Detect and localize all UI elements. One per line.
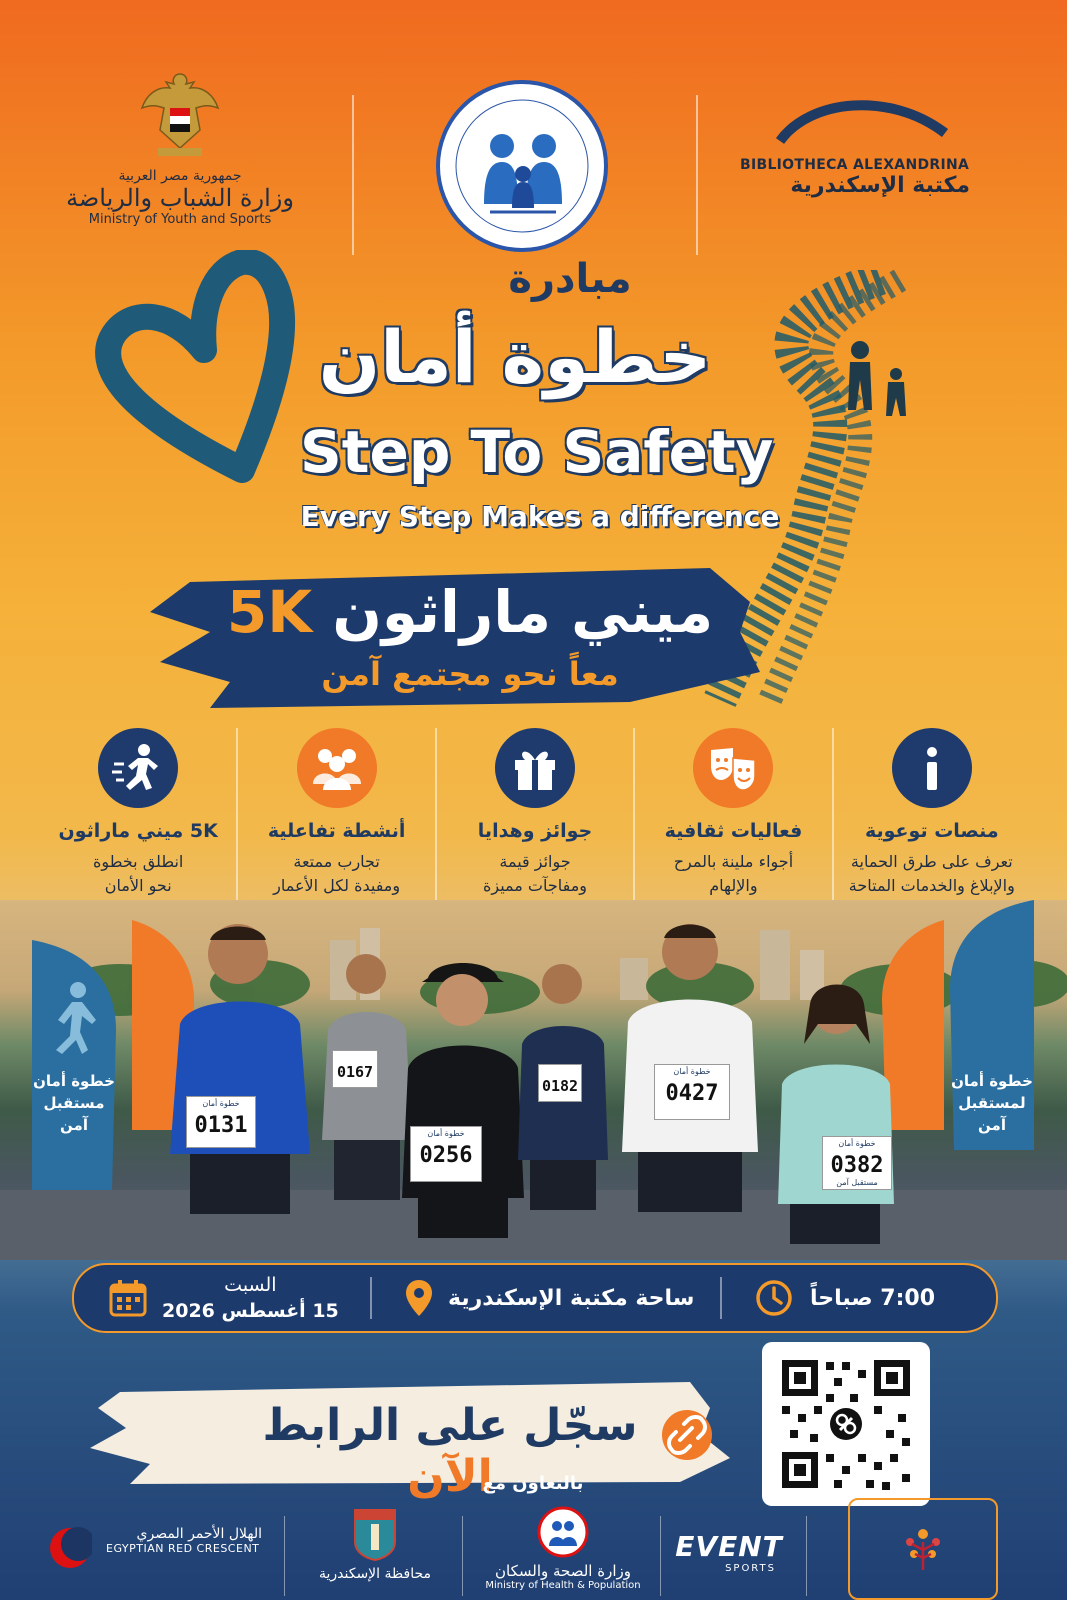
feature-title: جوائز وهدايا (477, 820, 593, 842)
race-bib (822, 1136, 892, 1190)
event-distance: 5K (226, 578, 313, 646)
tagline: Every Step Makes a difference (300, 500, 780, 533)
bib-label: خطوة أمان (202, 1099, 240, 1108)
bib-number: 0182 (541, 1077, 579, 1095)
victims-fund-seal (436, 80, 608, 252)
location-pin-icon (404, 1278, 434, 1318)
ministry-ar-country: جمهورية مصر العربية (118, 168, 242, 184)
bib-label: خطوة أمان (673, 1067, 711, 1076)
bib-number: 0256 (419, 1143, 473, 1168)
event-sports-sub: SPORTS (725, 1563, 776, 1574)
gift-icon (507, 740, 563, 796)
red-crescent-icon (48, 1526, 92, 1570)
health-ministry-logo (478, 1506, 648, 1591)
flag-text: خطوة أمان (33, 1072, 115, 1090)
alex-gov-name: محافظة الإسكندرية (318, 1566, 431, 1582)
feature-desc: انطلق بخطوة (93, 852, 184, 871)
feature-culture (633, 728, 831, 908)
partners-row (0, 1498, 1067, 1598)
library-en-name: BIBLIOTHECA ALEXANDRINA (740, 157, 970, 173)
feature-title: 5K ميني ماراثون (58, 820, 218, 842)
feature-desc: تعرف على طرق الحماية (850, 852, 1013, 871)
ministry-logo (60, 68, 300, 227)
theater-masks-icon (705, 740, 761, 796)
feature-awareness (832, 728, 1030, 908)
info-date (108, 1265, 339, 1331)
family-icon (440, 84, 604, 248)
race-bib (538, 1064, 582, 1102)
ministry-ar-name: وزارة الشباب والرياضة (66, 184, 294, 212)
alex-governorate-logo (300, 1506, 450, 1582)
info-icon (904, 740, 960, 796)
info-date-text: 15 أغسطس 2026 (162, 1300, 339, 1322)
info-day: السبت (224, 1274, 277, 1296)
register-text: سجّل على الرابط (262, 1400, 638, 1451)
bib-number: 0167 (336, 1063, 374, 1081)
ministry-en-name: Ministry of Youth and Sports (88, 212, 272, 227)
race-bib (654, 1064, 730, 1120)
race-bib (332, 1050, 378, 1088)
feature-desc: ومفاجآت مميزة (482, 876, 588, 895)
clock-icon (754, 1278, 794, 1318)
feature-desc: تجارب ممتعة (293, 852, 380, 871)
bib-label: خطوة أمان (427, 1129, 465, 1138)
race-bib (186, 1096, 256, 1148)
bib-number: 0427 (665, 1081, 719, 1106)
feature-marathon (40, 728, 236, 908)
info-location (404, 1265, 694, 1331)
link-icon[interactable] (660, 1408, 714, 1462)
event-title-ar: ميني ماراثون (332, 578, 714, 646)
heart-icon (92, 250, 312, 490)
feature-activities (236, 728, 434, 908)
bib-sub: مستقبل آمن (836, 1178, 878, 1187)
eagle-emblem-icon (136, 68, 224, 160)
library-logo (740, 95, 980, 198)
left-banner-flag (26, 940, 122, 1190)
feature-title: أنشطة تفاعلية (267, 820, 406, 842)
flag-text: لمستقبل آمن (958, 1094, 1026, 1134)
event-sports-logo (664, 1530, 794, 1574)
feature-desc: والإلهام (709, 876, 758, 895)
runners-photo (0, 900, 1067, 1260)
flag-text: خطوة أمان (951, 1072, 1033, 1090)
feature-desc: أجواء ملينة بالمرح (673, 852, 794, 871)
library-arc-icon (740, 95, 960, 145)
bib-label: خطوة أمان (838, 1139, 876, 1148)
initiative-name-en: Step To Safety (300, 418, 774, 486)
health-ministry-icon (537, 1506, 589, 1558)
red-crescent-logo (48, 1526, 268, 1555)
feature-desc: جوائز قيمة (499, 852, 571, 871)
register-now: الآن (407, 1451, 493, 1502)
event-subtitle: معاً نحو مجتمع آمن (321, 655, 619, 693)
feature-prizes (435, 728, 633, 908)
feature-title: فعاليات ثقافية (664, 820, 803, 842)
runner-figure (760, 974, 910, 1254)
crescent-ar: الهلال الأحمر المصري (136, 1526, 262, 1542)
bib-number: 0382 (830, 1153, 884, 1178)
library-ar-name: مكتبة الإسكندرية (790, 173, 970, 198)
event-info-bar (72, 1263, 998, 1333)
health-en: Ministry of Health & Population (485, 1580, 641, 1591)
feature-title: منصات توعوية (864, 820, 999, 842)
info-location-text: ساحة مكتبة الإسكندرية (448, 1285, 695, 1311)
header-divider (696, 95, 698, 255)
features-row (40, 728, 1030, 908)
initiative-name-ar: خطوة أمان (318, 315, 712, 399)
initiative-label: مبادرة (508, 256, 632, 302)
flag-text: مستقبل آمن (43, 1094, 105, 1134)
info-time-text: 7:00 صباحاً (810, 1285, 936, 1311)
calendar-icon (108, 1278, 148, 1318)
header (0, 40, 1067, 240)
event-sports-main: EVENT (675, 1530, 783, 1563)
feature-desc: ومفيدة لكل الأعمار (273, 876, 401, 895)
runner-figure (140, 914, 340, 1234)
tree-people-icon (898, 1524, 948, 1574)
governorate-shield-icon (351, 1506, 399, 1562)
runner-icon (110, 740, 166, 796)
feature-desc: والإبلاغ والخدمات المتاحة (848, 876, 1015, 895)
qr-code[interactable] (762, 1342, 930, 1506)
feature-desc: نحو الأمان (104, 876, 172, 895)
collab-label: بالتعاون مع (482, 1473, 584, 1494)
health-ar: وزارة الصحة والسكان (495, 1562, 631, 1580)
qr-code-icon (762, 1342, 930, 1506)
race-bib (410, 1126, 482, 1182)
people-icon (309, 740, 365, 796)
bib-number: 0131 (194, 1113, 248, 1138)
event-title (190, 578, 750, 646)
header-divider (352, 95, 354, 255)
info-time (754, 1265, 935, 1331)
national-committee-logo (848, 1498, 998, 1600)
crescent-en: EGYPTIAN RED CRESCENT (106, 1542, 260, 1555)
